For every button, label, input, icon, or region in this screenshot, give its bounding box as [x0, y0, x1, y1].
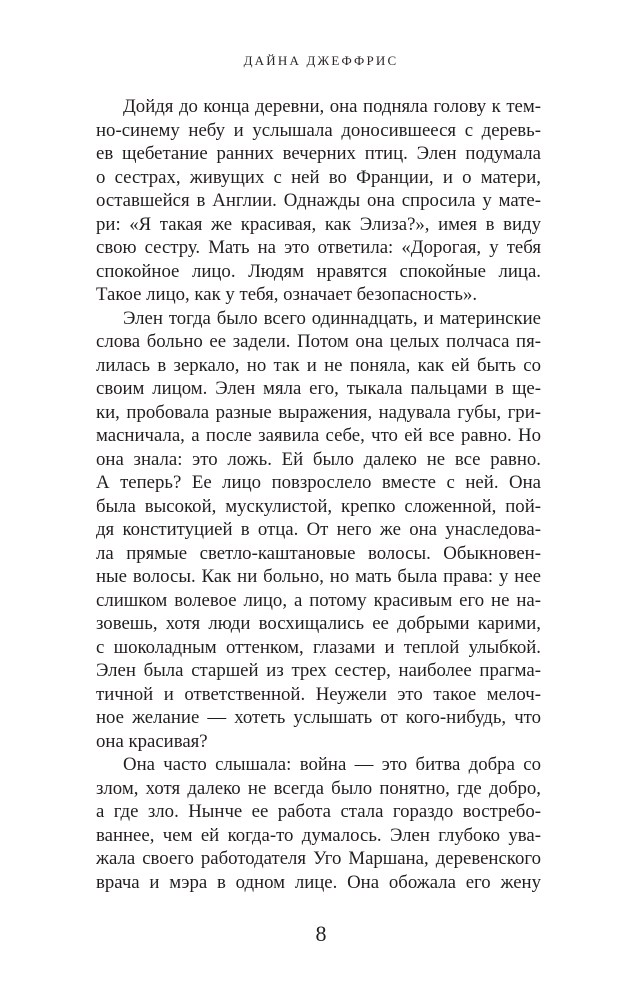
paragraph [96, 95, 541, 307]
text-line: она знала: это ложь. Ей было далеко не все равно. [96, 448, 541, 470]
text-line: своим лицом. Элен мяла его, тыкала пальцами в ще- [96, 378, 541, 399]
text-line: зовешь, хотя люди восхищались ее добрыми карими, [96, 613, 541, 634]
body-text [96, 95, 541, 894]
text-line: Элен была старшей из трех сестер, наиболее прагма- [96, 660, 541, 681]
text-line: ев щебетание ранних вечерних птиц. Элен подумала [96, 143, 541, 164]
text-line: масничала, а после заявила себе, что ей все равно. Но [96, 425, 541, 446]
running-header-author: ДАЙНА ДЖЕФФРИС [243, 53, 399, 68]
text-line: дя конституцией в отца. От него же она унаследова- [96, 519, 541, 540]
text-line: ное желание — хотеть услышать от кого-нибудь, что [96, 707, 541, 728]
paragraph [96, 307, 541, 754]
text-line: но-синему небу и услышала доносившееся с деревь- [96, 119, 541, 141]
text-line: ри: «Я такая же красивая, как Элиза?», имея в виду [96, 213, 541, 235]
text-line: свою сестру. Мать на это ответила: «Дорогая, у тебя [96, 237, 541, 258]
text-line: спокойное лицо. Людям нравятся спокойные лица. [96, 260, 541, 282]
text-line: жала своего работодателя Уго Маршана, деревенского [96, 848, 541, 869]
paragraph [96, 753, 541, 894]
text-line: лилась в зеркало, но так и не поняла, как ей быть со [96, 354, 541, 376]
text-line: Она часто слышала: война — это битва добра со [123, 754, 541, 775]
text-line: Такое лицо, как у тебя, означает безопасность». [96, 284, 478, 305]
text-line: врача и мэра в одном лице. Она обожала его жену [96, 871, 541, 893]
text-line: оставшейся в Англии. Однажды она спросила у мате- [96, 190, 541, 211]
text-line: о сестрах, живущих с ней во Франции, и о матери, [96, 166, 541, 188]
text-line: Элен тогда было всего одиннадцать, и материнские [123, 307, 541, 329]
text-line: с шоколадным оттенком, глазами и теплой улыбкой. [96, 636, 541, 658]
text-line: ные волосы. Как ни больно, но мать была права: у нее [96, 566, 541, 587]
page-number: 8 [315, 921, 327, 946]
text-line: слова больно ее задели. Потом она целых полчаса пя- [96, 331, 541, 352]
text-line: Дойдя до конца деревни, она подняла голову к тем- [123, 96, 541, 117]
text-line: ки, пробовала разные выражения, надувала губы, гри- [96, 401, 541, 423]
text-line: ла прямые светло-каштановые волосы. Обыкновен- [96, 542, 541, 564]
text-line: была высокой, мускулистой, крепко сложенной, пой- [96, 495, 541, 517]
text-line: слишком волевое лицо, а потому красивым его не на- [96, 589, 541, 611]
text-line: злом, хотя далеко не всегда было понятно, где добро, [96, 777, 541, 799]
text-line: а где зло. Нынче ее работа стала гораздо востребо- [96, 801, 541, 822]
text-line: ваннее, чем ей когда-то думалось. Элен глубоко ува- [96, 824, 541, 846]
text-line: она красивая? [96, 730, 208, 752]
text-line: А теперь? Ее лицо повзрослело вместе с ней. Она [96, 472, 541, 493]
text-line: тичной и ответственной. Неужели это такое мелоч- [96, 683, 541, 705]
